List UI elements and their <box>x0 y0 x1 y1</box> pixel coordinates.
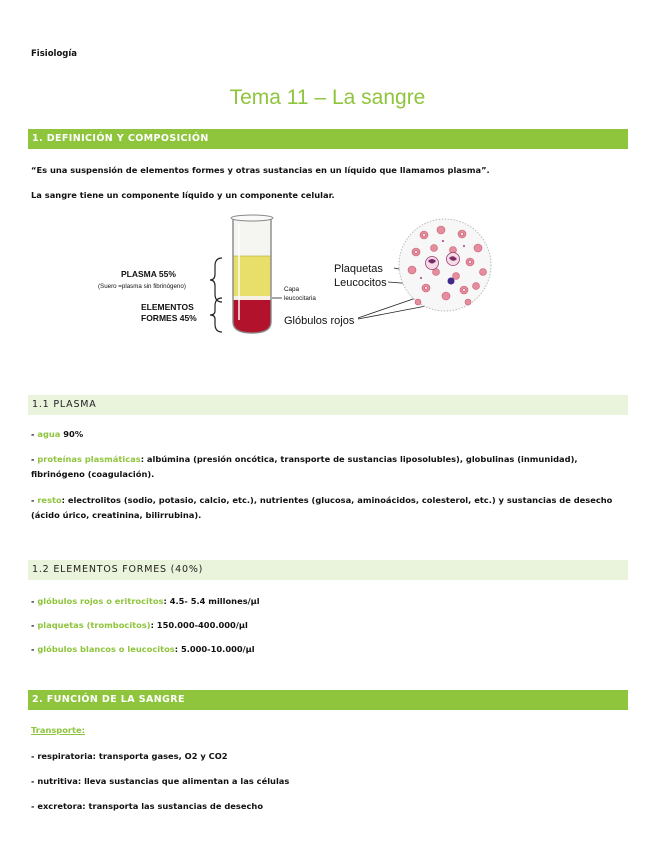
header-subject: Fisiología <box>31 49 78 59</box>
formes-item-leucocitos <box>31 642 626 657</box>
plasma-item-agua-rest: 90% <box>60 429 84 439</box>
definition-text: La sangre tiene un componente líquido y un componente celular. <box>31 190 335 200</box>
blood-smear-circle <box>399 219 491 311</box>
plasma-item-resto <box>31 493 626 523</box>
function-item-respiratoria: - respiratoria: transporta gases, O2 y CO2 <box>31 751 228 761</box>
plasma-label: PLASMA 55% <box>121 269 176 279</box>
section-2-heading: 2. FUNCIÓN DE LA SANGRE <box>28 690 628 710</box>
plasma-item-proteinas <box>31 452 626 482</box>
dash: - <box>31 644 38 654</box>
elements-label-2: FORMES 45% <box>141 313 197 323</box>
dash: - <box>31 596 38 606</box>
globulos-label: Glóbulos rojos <box>284 315 355 327</box>
function-item-excretora: - excretora: transporta las sustancias de desecho <box>31 801 264 811</box>
capa-label-2: leucocitaria <box>284 295 316 302</box>
test-tube <box>231 215 273 333</box>
definition-quote: “Es una suspensión de elementos formes y otras sustancias en un líquido que llamamos plasma”. <box>31 165 490 175</box>
plasma-item-proteinas-rest: : albúmina (presión oncótica, transporte de sustancias liposolubles), globulinas (inmunidad), fibrinógeno (coagulación). <box>31 454 578 479</box>
plasma-item-resto-term: resto <box>37 495 62 505</box>
dash: - <box>31 454 38 464</box>
formes-item-eritrocitos <box>31 594 626 609</box>
formes-item-plaquetas-term: plaquetas (trombocitos) <box>37 620 151 630</box>
elements-bracket <box>210 298 222 332</box>
plaquetas-label: Plaquetas <box>334 263 383 275</box>
transporte-subheading: Transporte: <box>31 725 85 735</box>
formes-item-eritrocitos-term: glóbulos rojos o eritrocitos <box>37 596 164 606</box>
formes-item-leucocitos-term: glóbulos blancos o leucocitos <box>37 644 175 654</box>
elements-label-1: ELEMENTOS <box>141 302 194 312</box>
formes-item-plaquetas-rest: : 150.000-400.000/μl <box>150 620 248 630</box>
leucocitos-label: Leucocitos <box>334 277 387 289</box>
dash: - <box>31 620 38 630</box>
plasma-item-proteinas-term: proteínas plasmáticas <box>37 454 141 464</box>
plasma-item-agua <box>31 427 626 442</box>
plasma-bracket <box>210 258 222 302</box>
blood-composition-figure <box>96 210 496 340</box>
dash: - <box>31 429 38 439</box>
dash: - <box>31 495 38 505</box>
capa-label-1: Capa <box>284 286 300 293</box>
section-1-2-heading: 1.2 ELEMENTOS FORMES (40%) <box>28 560 628 580</box>
formes-item-leucocitos-rest: : 5.000-10.000/μl <box>174 644 255 654</box>
plasma-sublabel: (Suero =plasma sin fibrinógeno) <box>98 283 186 290</box>
plasma-item-agua-term: agua <box>37 429 61 439</box>
formes-item-plaquetas <box>31 618 626 633</box>
function-item-nutritiva: - nutritiva: lleva sustancias que alimentan a las células <box>31 776 290 786</box>
section-1-heading: 1. DEFINICIÓN Y COMPOSICIÓN <box>28 129 628 149</box>
formes-item-eritrocitos-rest: : 4.5- 5.4 millones/μl <box>163 596 260 606</box>
page-title: Tema 11 – La sangre <box>229 86 426 109</box>
section-1-1-heading: 1.1 PLASMA <box>28 395 628 415</box>
plasma-item-resto-rest: : electrolitos (sodio, potasio, calcio, etc.), nutrientes (glucosa, aminoácidos, colesterol, etc.) y sustancias de desecho (ácido úrico, creatinina, bilirrubina). <box>31 495 613 520</box>
